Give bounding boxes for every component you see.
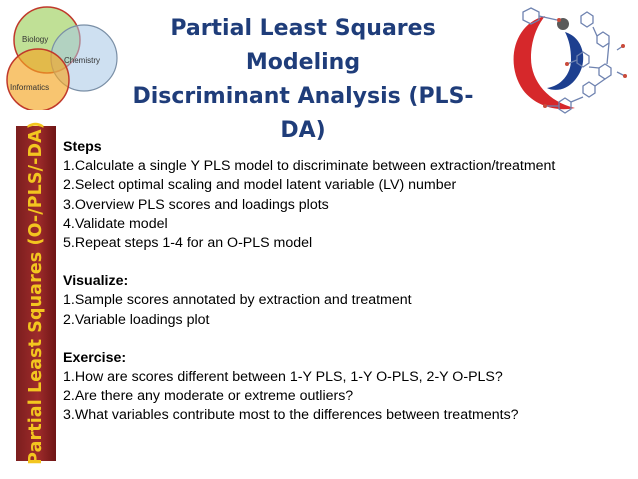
- sidebar-band: [16, 121, 56, 465]
- steps-item: 1.Calculate a single Y PLS model to discriminate between extraction/treatment: [63, 158, 556, 175]
- venn-label-informatics: Informatics: [10, 83, 50, 92]
- logo-icon: [505, 2, 631, 120]
- title-line-1: Partial Least Squares Modeling: [170, 16, 436, 75]
- visualize-item: 1.Sample scores annotated by extraction and treatment: [63, 292, 412, 309]
- venn-label-chemistry: Chemistry: [64, 56, 101, 65]
- sidebar-vertical-label: Partial Least Squares (O-/PLS/-DA): [26, 121, 46, 465]
- exercise-item: 2.Are there any moderate or extreme outliers?: [63, 388, 354, 405]
- visualize-item: 2.Variable loadings plot: [63, 311, 210, 328]
- exercise-item: 3.What variables contribute most to the differences between treatments?: [63, 407, 519, 424]
- content-body: [63, 138, 633, 426]
- steps-item: 4.Validate model: [63, 215, 168, 232]
- informatics-circle: [7, 49, 69, 110]
- steps-heading: Steps: [63, 139, 102, 155]
- steps-item: 2.Select optimal scaling and model latent variable (LV) number: [63, 177, 457, 194]
- visualize-heading: Visualize:: [63, 273, 129, 290]
- exercise-heading: Exercise:: [63, 349, 127, 366]
- page-title: [118, 12, 488, 148]
- steps-item: 5.Repeat steps 1-4 for an O-PLS model: [63, 235, 313, 252]
- steps-item: 3.Overview PLS scores and loadings plots: [63, 196, 329, 213]
- venn-label-biology: Biology: [22, 35, 49, 44]
- exercise-item: 1.How are scores different between 1-Y PLS, 1-Y O-PLS, 2-Y O-PLS?: [63, 369, 503, 386]
- spacer: [63, 330, 633, 349]
- spacer: [63, 253, 633, 272]
- title-line-2: Discriminant Analysis (PLS-DA): [132, 84, 474, 143]
- venn-diagram: [0, 0, 130, 110]
